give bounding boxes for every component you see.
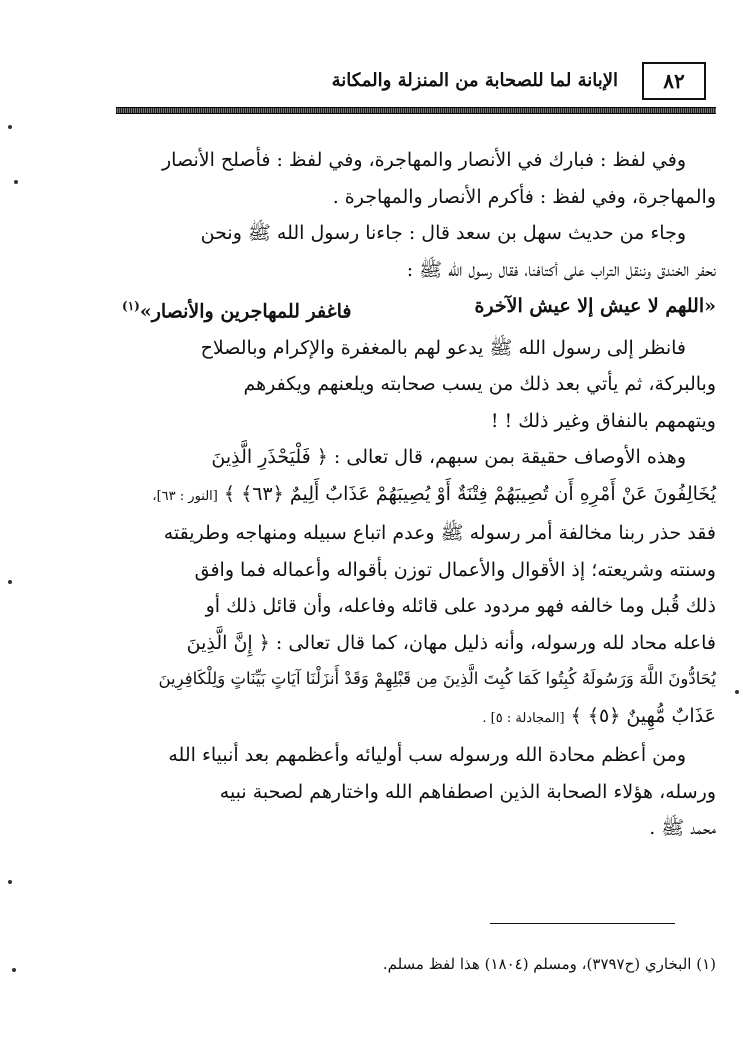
page-header — [118, 62, 718, 106]
running-title: الإبانة لما للصحابة من المنزلة والمكانة — [331, 70, 618, 91]
text-line: وفي لفظ : فبارك في الأنصار والمهاجرة، وفي لفظ : فأصلح الأنصار — [162, 149, 686, 171]
scan-speck — [8, 880, 12, 884]
scan-speck — [8, 580, 12, 584]
poem-verse — [122, 288, 716, 330]
footnote-ref-marker[interactable]: (١) — [122, 299, 140, 313]
footnote-marker: (١) — [696, 955, 716, 973]
text-line: فقد حذر ربنا مخالفة أمر رسوله ﷺ وعدم اتباع سبيله ومنهاجه وطريقته — [163, 522, 716, 545]
quran-line — [122, 476, 716, 516]
scan-speck — [8, 125, 12, 129]
text-line: محمد ﷺ . — [649, 817, 716, 840]
quran-line — [122, 698, 716, 738]
footnote-text: البخاري (ح٣٧٩٧)، ومسلم (١٨٠٤) هذا لفظ مسلم. — [382, 955, 692, 973]
quran-verse: يُخَالِفُونَ عَنْ أَمْرِهِ أَن تُصِيبَهُمْ فِتْنَةٌ أَوْ يُصِيبَهُمْ عَذَابٌ أَلِيمٌ ﴿٦٣﴾ ﴾ — [223, 482, 716, 505]
scan-speck — [735, 690, 739, 694]
text-line: ويتهمهم بالنفاق وغير ذلك ! ! — [490, 409, 716, 432]
quran-verse: يُحَادُّونَ اللَّهَ وَرَسُولَهُ كُبِتُوا كَمَا كُبِتَ الَّذِينَ مِن قَبْلِهِمْ وَقَدْ أَنزَلْنَا آيَاتٍ بَيِّنَاتٍ وَلِلْكَافِرِينَ — [158, 669, 716, 689]
text-line: نحفر الخندق وننقل التراب على أكتافنا، فقال رسول الله ﷺ : — [406, 258, 716, 281]
text-line: فانظر إلى رسول الله ﷺ يدعو لهم بالمغفرة والإكرام وبالصلاح — [200, 336, 686, 359]
scan-speck — [12, 968, 16, 972]
text-line: وسنته وشريعته؛ إذ الأقوال والأعمال توزن بأقواله وأعماله فما وافق — [194, 558, 716, 581]
footnote-divider — [490, 923, 675, 924]
poem-hemistich-2 — [122, 288, 351, 330]
quran-verse: عَذَابٌ مُّهِينٌ ﴿٥﴾ ﴾ — [570, 704, 716, 727]
verse-reference: [النور : ٦٣]، — [152, 488, 218, 504]
page-number: ٨٢ — [642, 62, 706, 100]
text-line: فاعله محاد لله ورسوله، وأنه ذليل مهان، كما قال تعالى : ﴿ إِنَّ الَّذِينَ — [186, 631, 716, 654]
text-line: وجاء من حديث سهل بن سعد قال : جاءنا رسول الله ﷺ ونحن — [200, 222, 686, 244]
text-line: ومن أعظم محادة الله ورسوله سب أوليائه وأعظمهم بعد أنبياء الله — [168, 744, 686, 767]
scan-speck — [14, 180, 18, 184]
text-line: والمهاجرة، وفي لفظ : فأكرم الأنصار والمهاجرة . — [332, 185, 716, 208]
text-line: وبالبركة، ثم يأتي بعد ذلك من يسب صحابته ويلعنهم ويكفرهم — [243, 373, 716, 396]
poem-hemistich-2-text: فاغفر للمهاجرين والأنصار» — [139, 300, 352, 323]
poem-hemistich-1: «اللهم لا عيش إلا عيش الآخرة — [474, 295, 716, 317]
text-line: ذلك قُبل وما خالفه فهو مردود على قائله وفاعله، وأن قائل ذلك أو — [205, 595, 716, 618]
main-text — [122, 142, 716, 847]
header-divider — [116, 107, 716, 114]
text-line: ورسله، هؤلاء الصحابة الذين اصطفاهم الله واختارهم لصحبة نبيه — [219, 780, 716, 803]
text-line: وهذه الأوصاف حقيقة بمن سبهم، قال تعالى : ﴿ فَلْيَحْذَرِ الَّذِينَ — [211, 446, 686, 469]
verse-reference: [المجادلة : ٥] . — [482, 710, 565, 726]
footnote — [300, 955, 716, 973]
